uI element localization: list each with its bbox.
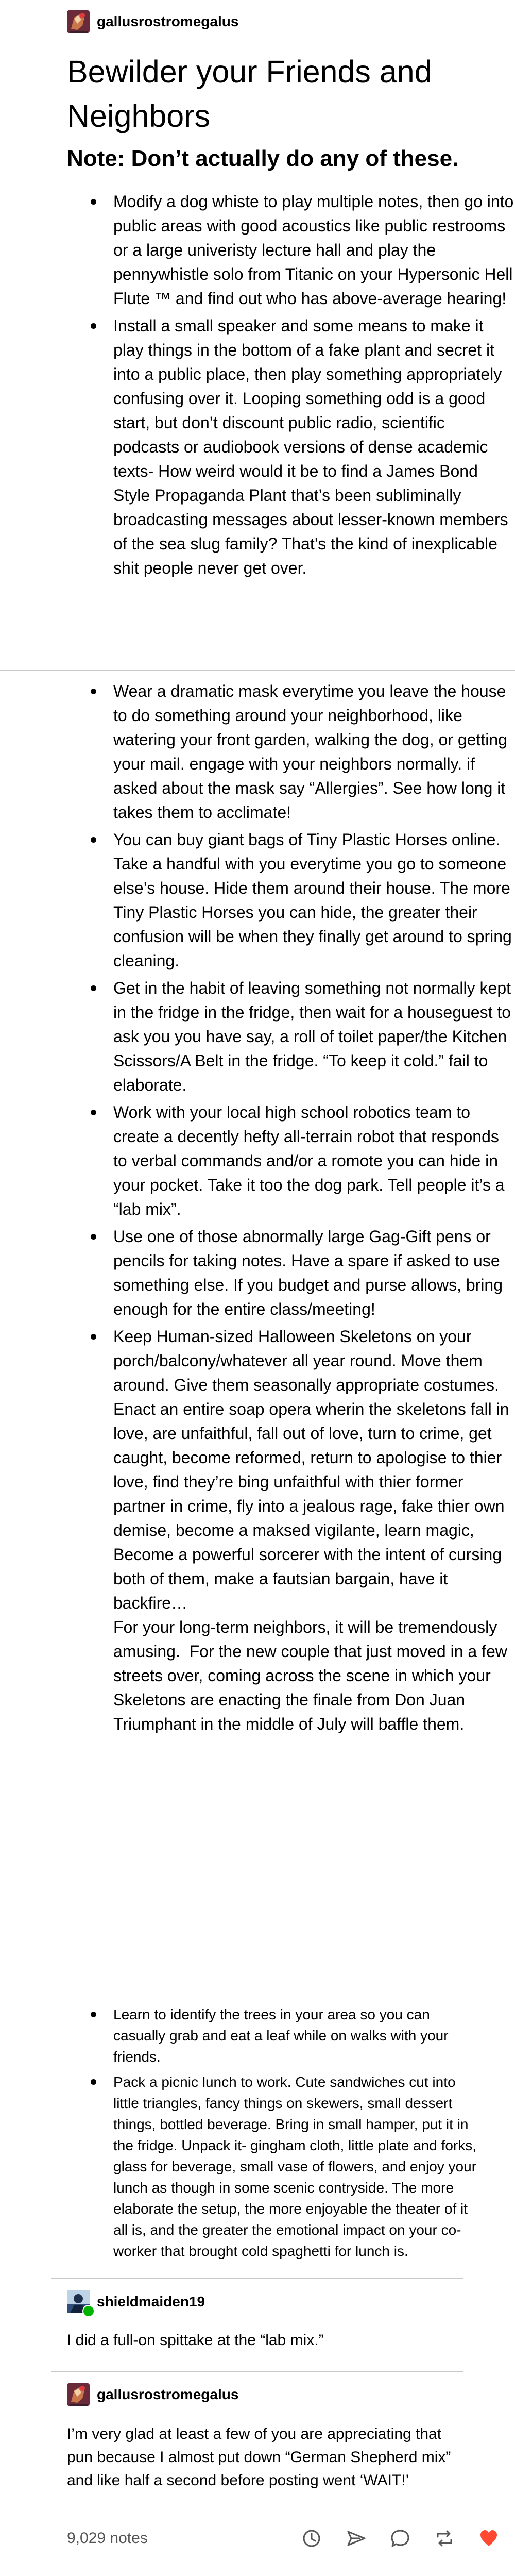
reply-avatar[interactable] (67, 2383, 90, 2406)
divider (0, 670, 515, 671)
list-item: Pack a picnic lunch to work. Cute sandwiches cut into little triangles, fancy things on skewers, small dessert things, bottled beverage. Bring in small hamper, put it in the fridge. Unpack it- gingham cloth, little plate and forks, glass for beverage, small vase of flowers, and enjoy your lunch as though in some scenic contryside. The more elaborate the setup, the more enjoyable the theater of it all is, and the greater the emotional impact on your co-worker that brought cold spaghetti for lunch is. (82, 2071, 484, 2262)
share-icon[interactable] (345, 2528, 367, 2549)
tips-list (82, 190, 515, 583)
reply-avatar[interactable] (67, 2290, 90, 2313)
reply-icon[interactable] (301, 2528, 322, 2549)
author-name[interactable]: gallusrostromegalus (97, 13, 239, 29)
list-item: Get in the habit of leaving something not normally kept in the fridge in the fridge, then wait for a houseguest to ask you you have say, a roll of toilet paper/the Kitchen Scissors/A Belt in the fridge. “To keep it cold.” fail to elaborate. (82, 976, 515, 1097)
post-note: Note: Don’t actually do any of these. (67, 146, 459, 171)
list-item: You can buy giant bags of Tiny Plastic Horses online. Take a handful with you everytime you go to someone else’s house. Hide them around their house. The more Tiny Plastic Horses you can hide, the greater their confusion will be when they finally get around to spring cleaning. (82, 828, 515, 973)
divider (52, 2278, 464, 2279)
list-item: Work with your local high school robotics team to create a decently hefty all-terrain robot that responds to verbal commands and/or a romote you can hide in your pocket. Take it too the dog park. Tell people it’s a “lab mix”. (82, 1100, 515, 1222)
list-item: Use one of those abnormally large Gag-Gift pens or pencils for taking notes. Have a spare if asked to use something else. If you budget and purse allows, bring enough for the entire class/meeting! (82, 1225, 515, 1322)
list-item-continuation: For your long-term neighbors, it will be tremendously amusing. For the new couple that just moved in a few streets over, coming across the scene in which your Skeletons are enacting the finale from Don Juan Triumphant in the middle of July will baffle them. (113, 1618, 512, 1733)
list-item: Learn to identify the trees in your area so you can casually grab and eat a leaf while on walks with your friends. (82, 2004, 484, 2067)
online-badge-icon (82, 2305, 95, 2317)
reply-author-name[interactable]: shieldmaiden19 (97, 2294, 205, 2310)
reply-header (67, 2290, 205, 2313)
list-item: Install a small speaker and some means to make it play things in the bottom of a fake plant and secret it into a public place, then play something appropriately confusing over it. Looping something odd is a good start, but don’t discount public radio, scientific podcasts or audiobook versions of dense academic texts- How weird would it be to find a James Bond Style Propaganda Plant that’s been subliminally broadcasting messages about lesser-known members of the sea slug family? That’s the kind of inexplicable shit people never get over. (82, 314, 515, 580)
notes-count[interactable]: 9,029 notes (67, 2530, 148, 2547)
list-item: Keep Human-sized Halloween Skeletons on your porch/balcony/whatever all year round. Move them around. Give them seasonally appropriate costumes. Enact an entire soap opera wherin the skeletons fall in love, are unfaithful, fall out of love, turn to crime, get caught, become reformed, return to apologise to thier love, find they’re bing unfaithful with thier former partner in crime, fly into a jealous rage, fake thier own demise, become a maksed vigilante, learn magic, Become a powerful sorcerer with the intent of cursing both of them, make a fautsian bargain, have it backfire… For your long-term neighbors, it will be tremendously amusing. For the new couple that just moved in a few streets over, coming across the scene in which your Skeletons are enacting the finale from Don Juan Triumphant in the middle of July will baffle them. (82, 1325, 515, 1736)
reply-header (67, 2383, 238, 2406)
reply-author-name[interactable]: gallusrostromegalus (97, 2386, 239, 2402)
comment-icon[interactable] (389, 2528, 411, 2549)
tips-list (82, 2004, 484, 2266)
post-footer (67, 2520, 500, 2556)
list-item: Modify a dog whiste to play multiple notes, then go into public areas with good acoustics like public restrooms or a large univeristy lecture hall and play the pennywhistle solo from Titanic on your Hypersonic Hell Flute ™ and find out who has above-average hearing! (82, 190, 515, 311)
list-item: Wear a dramatic mask everytime you leave the house to do something around your neighborhood, like watering your front garden, walking the dog, or getting your mail. engage with your neighbors normally. if asked about the mask say “Allergies”. See how long it takes them to acclimate! (82, 679, 515, 825)
reply-text: I’m very glad at least a few of you are appreciating that pun because I almost put down “German Shepherd mix” and like half a second before posting went ‘WAIT!’ (67, 2426, 451, 2489)
like-icon[interactable] (478, 2528, 500, 2549)
author-avatar[interactable] (67, 10, 90, 33)
post-header (67, 10, 238, 33)
post-actions (301, 2528, 500, 2549)
post-title: Bewilder your Friends and Neighbors (67, 54, 432, 133)
reply-text: I did a full-on spittake at the “lab mix.” (67, 2332, 324, 2349)
tips-list (82, 679, 515, 1739)
divider (52, 2371, 464, 2372)
reblog-icon[interactable] (434, 2528, 455, 2549)
